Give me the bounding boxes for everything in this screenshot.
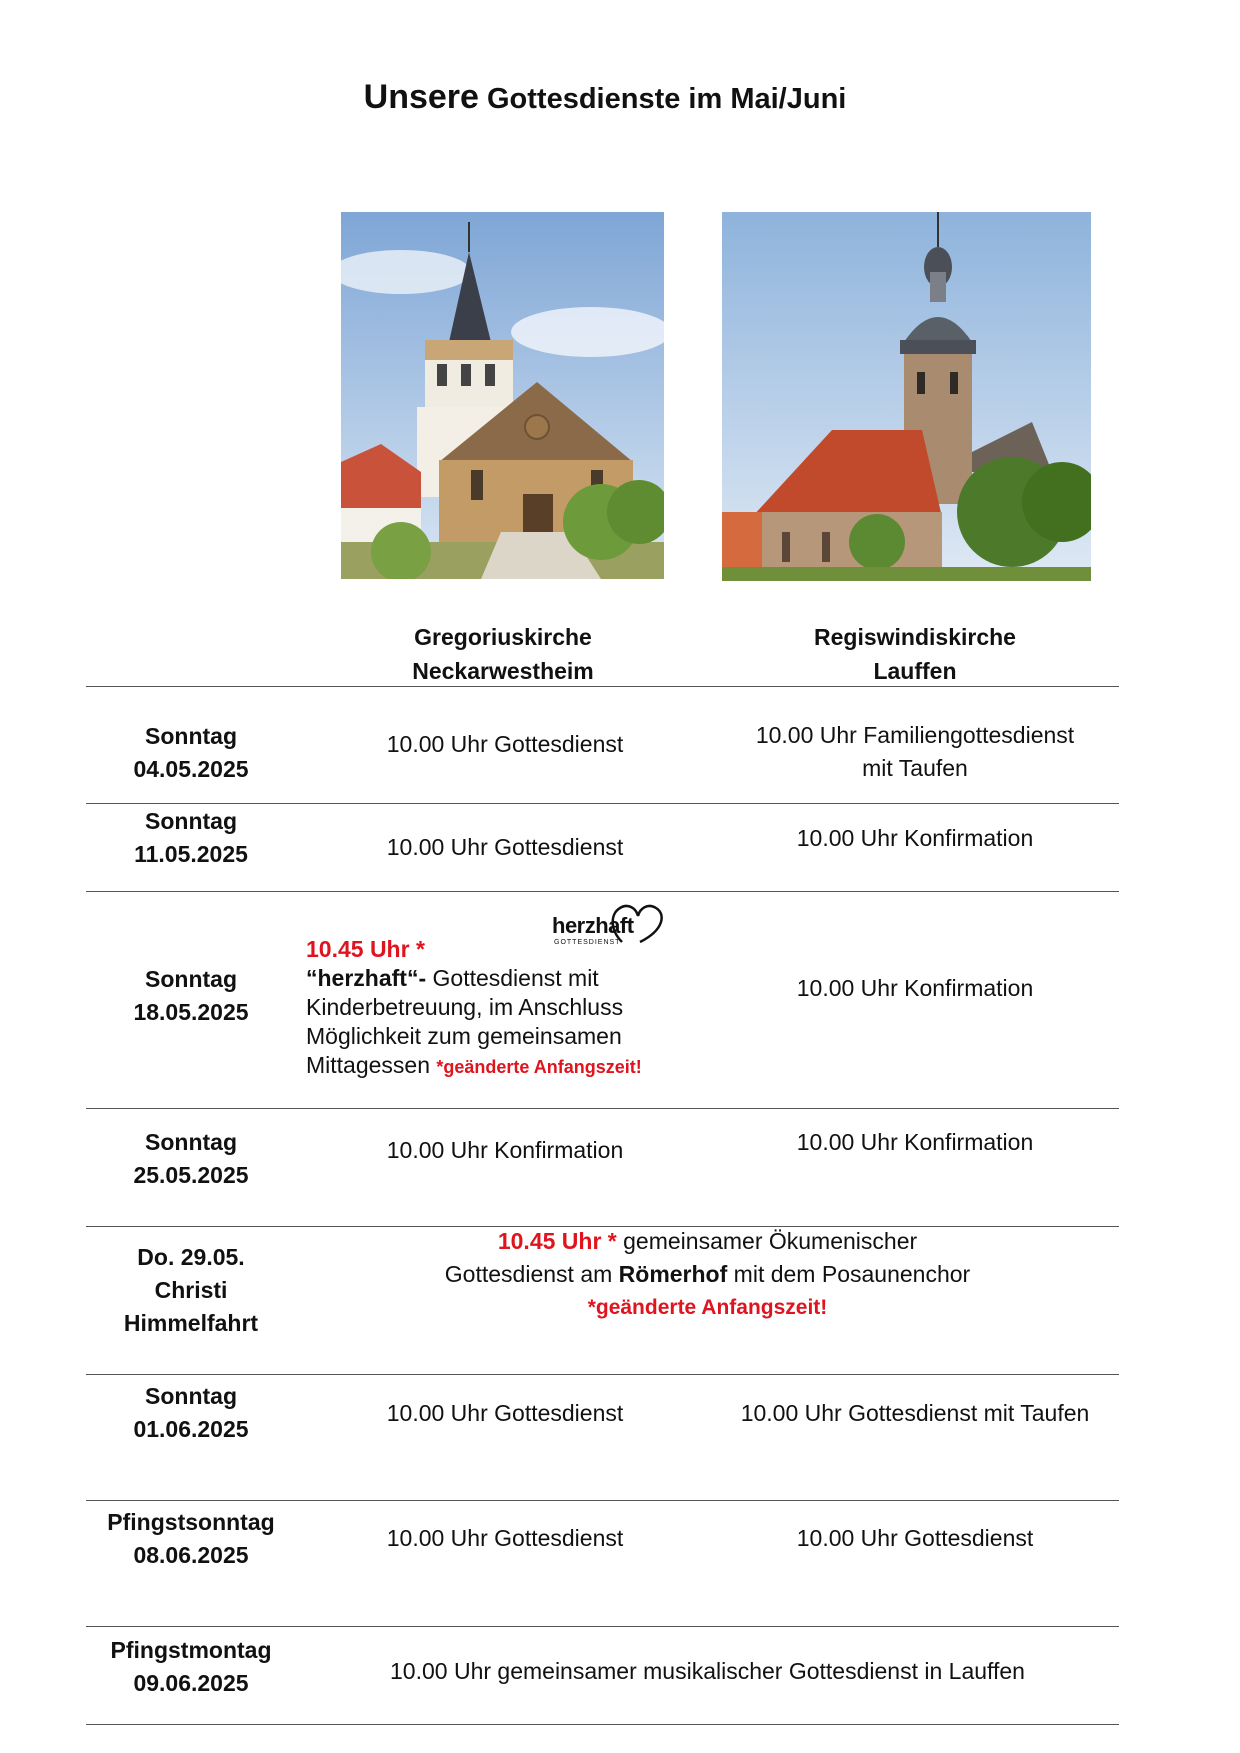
- service-regiswindiskirche: 10.00 Uhr Konfirmation: [796, 825, 1034, 851]
- row-date: [86, 963, 296, 1029]
- service-gregoriuskirche: 10.00 Uhr Gottesdienst: [386, 1400, 624, 1426]
- row-date: [86, 805, 296, 871]
- changed-time-note: *geänderte Anfangszeit!: [436, 1057, 642, 1077]
- title-part2: Gottesdienste im Mai/Juni: [478, 83, 847, 115]
- row-date-value: 11.05.2025: [134, 841, 248, 867]
- column-header-regiswindiskirche: [725, 620, 1105, 688]
- service-line: mit Taufen: [862, 755, 968, 781]
- row-day: Sonntag: [145, 808, 237, 834]
- service-gregoriuskirche: 10.00 Uhr Gottesdienst: [386, 1525, 624, 1551]
- logo-sub: GOTTESDIENST: [554, 939, 621, 946]
- service-name: “herzhaft“-: [306, 965, 427, 991]
- column-header-line2: Neckarwestheim: [412, 658, 594, 684]
- service-gregoriuskirche: 10.00 Uhr Konfirmation: [386, 1137, 624, 1163]
- herzhaft-service-description: [306, 935, 726, 1082]
- service-gregoriuskirche: 10.00 Uhr Gottesdienst: [386, 834, 624, 860]
- row-date-value: 01.06.2025: [133, 1416, 249, 1442]
- column-header-line2: Lauffen: [873, 658, 957, 684]
- row-date: [86, 1380, 296, 1446]
- row-date: [86, 1634, 296, 1700]
- row-day: Pfingstsonntag: [107, 1509, 275, 1535]
- row-day: Sonntag: [145, 1129, 237, 1155]
- row-date-value: 25.05.2025: [133, 1162, 249, 1188]
- joint-service: 10.00 Uhr gemeinsamer musikalischer Gottesdienst in Lauffen: [390, 1658, 1025, 1684]
- row-date-value: Christi: [154, 1277, 228, 1303]
- column-header-gregoriuskirche: [313, 620, 693, 688]
- service-line: Gottesdienst mit: [426, 965, 599, 991]
- divider: [86, 686, 1119, 687]
- column-header-line1: Gregoriuskirche: [414, 624, 592, 650]
- row-date-value: 04.05.2025: [133, 756, 249, 782]
- logo-word: herzhaft: [552, 913, 634, 938]
- row-day: Sonntag: [145, 723, 237, 749]
- service-regiswindiskirche: [715, 719, 1115, 785]
- service-line: gemeinsamer Ökumenischer: [616, 1228, 918, 1254]
- column-header-line1: Regiswindiskirche: [814, 624, 1016, 650]
- row-date-value: 09.06.2025: [133, 1670, 249, 1696]
- service-line: Kinderbetreuung, im Anschluss: [306, 994, 624, 1020]
- service-time: 10.45 Uhr *: [306, 936, 425, 962]
- service-regiswindiskirche: 10.00 Uhr Gottesdienst: [796, 1525, 1034, 1551]
- divider: [86, 1626, 1119, 1627]
- service-regiswindiskirche: 10.00 Uhr Gottesdienst mit Taufen: [740, 1400, 1090, 1426]
- divider: [86, 1108, 1119, 1109]
- service-regiswindiskirche: 10.00 Uhr Konfirmation: [796, 975, 1034, 1001]
- row-day: Sonntag: [145, 1383, 237, 1409]
- changed-time-note: *geänderte Anfangszeit!: [587, 1296, 828, 1319]
- row-day: Do. 29.05.: [137, 1244, 245, 1270]
- row-date-value: Himmelfahrt: [123, 1310, 259, 1336]
- divider: [86, 1374, 1119, 1375]
- title-part1: Unsere: [363, 78, 479, 116]
- service-line: Gottesdienst am: [444, 1261, 619, 1287]
- regiswindiskirche-photo: [722, 212, 1091, 581]
- service-line: Mittagessen: [306, 1052, 437, 1078]
- row-date: [86, 1126, 296, 1192]
- divider: [86, 1500, 1119, 1501]
- gregoriuskirche-photo: [341, 212, 664, 579]
- row-date-value: 18.05.2025: [133, 999, 249, 1025]
- row-date: [86, 1241, 296, 1340]
- row-day: Pfingstmontag: [110, 1637, 272, 1663]
- service-line: 10.00 Uhr Familiengottesdienst: [755, 722, 1075, 748]
- divider: [86, 1724, 1119, 1725]
- row-day: Sonntag: [145, 966, 237, 992]
- divider: [86, 803, 1119, 804]
- service-gregoriuskirche: 10.00 Uhr Gottesdienst: [386, 731, 624, 757]
- row-date-value: 08.06.2025: [133, 1542, 249, 1568]
- joint-service: [300, 1225, 1115, 1324]
- location-name: Römerhof: [618, 1261, 728, 1287]
- row-date: [86, 720, 296, 786]
- row-date: [86, 1506, 296, 1572]
- service-line: mit dem Posaunenchor: [727, 1261, 971, 1287]
- service-regiswindiskirche: 10.00 Uhr Konfirmation: [796, 1129, 1034, 1155]
- service-line: Möglichkeit zum gemeinsamen: [306, 1023, 622, 1049]
- page-title: [0, 78, 1210, 117]
- service-time: 10.45 Uhr *: [497, 1228, 617, 1254]
- divider: [86, 891, 1119, 892]
